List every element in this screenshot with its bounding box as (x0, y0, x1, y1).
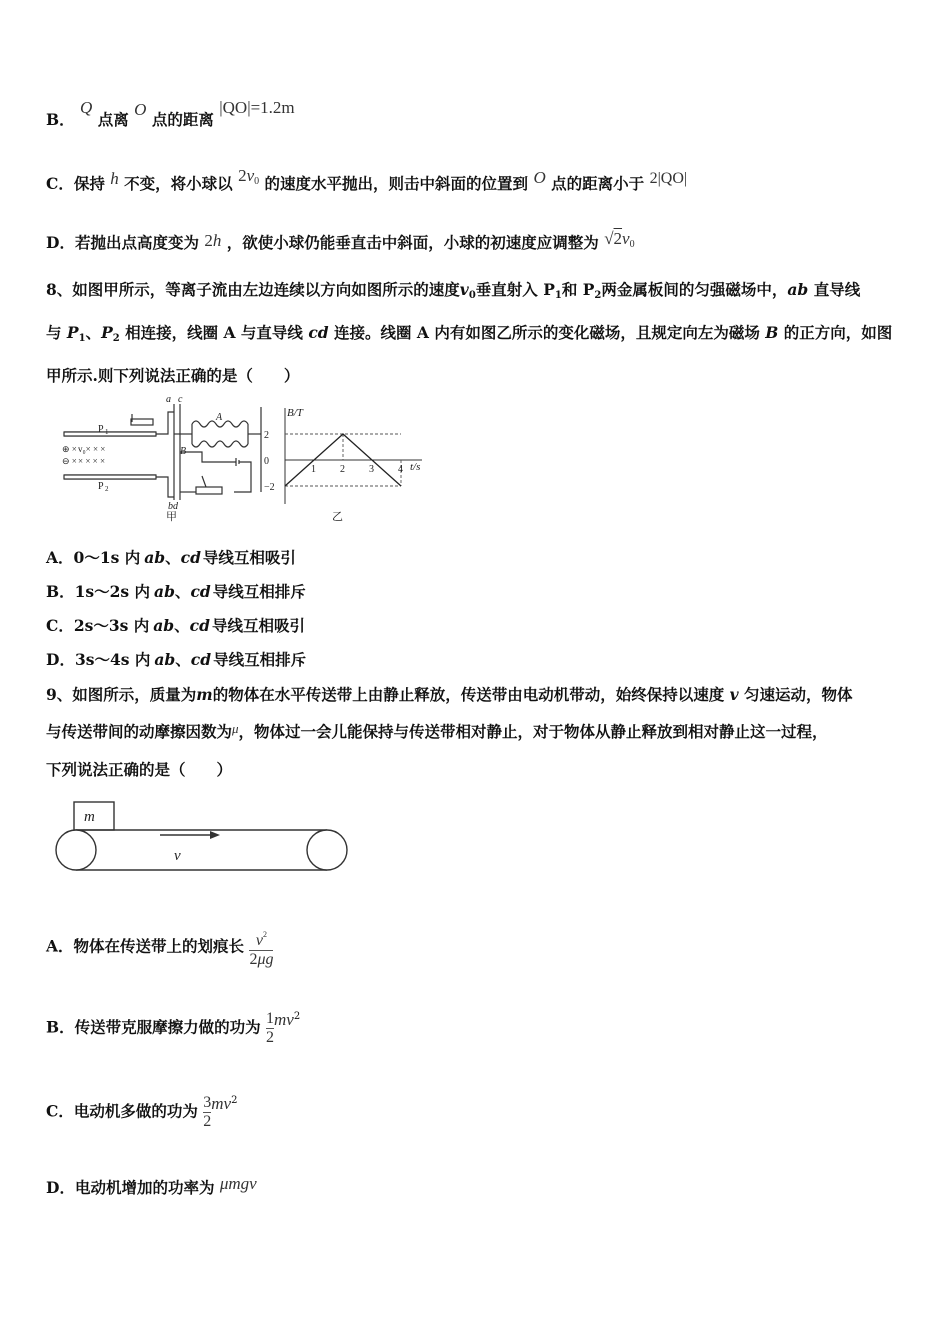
svg-text:P: P (98, 481, 104, 492)
svg-text:A: A (216, 412, 223, 423)
q9-option-d: D．电动机增加的功率为 μmgv (46, 1174, 257, 1197)
svg-text:bd: bd (168, 501, 178, 512)
svg-text:1: 1 (105, 428, 109, 436)
fig-jia-label: 甲 (166, 510, 177, 522)
left-roller (56, 830, 96, 870)
q9-option-a: A．物体在传送带上的划痕长 $\frac{v^2}{2\mu g}$ (46, 930, 274, 968)
y-tick-label: 2 (264, 430, 269, 441)
q7-c-math: 2|QO| (649, 170, 688, 187)
fig-yi-label: 乙 (332, 510, 343, 523)
svg-text:v: v (174, 848, 181, 864)
y-axis-label: B/T (287, 407, 303, 419)
x-tick-label: 2 (340, 464, 345, 475)
arrow-right-icon (210, 831, 220, 839)
q8-option-a: A．0～1s 内 ab、cd 导线互相吸引 (46, 548, 296, 567)
svg-text:⊕ ×: ⊕ × (62, 444, 77, 454)
q8-stem: 8、如图甲所示，等离子流由左边连续以方向如图所示的速度$v_0$垂直射入 $P_1$和 $P_2$两金属板间的匀强磁场中，ab 直导线 与 $P_1$、$P_2$ 相连接，线圈 A 与直导线 cd 连接。线圈 A 内有如图乙所示的变化磁场，且规定向左为磁场 B 的正方向，如图 甲所示.则下列说法正确的是（ ） (46, 280, 893, 385)
x-tick-label: 3 (369, 464, 374, 475)
q7-option-b: B． Q 点离 O 点的距离 |QO|=1.2m (46, 98, 295, 129)
x-axis-label: t/s (410, 461, 421, 473)
svg-text:P: P (98, 424, 104, 435)
q8-option-d: D．3s～4s 内 ab、cd 导线互相排斥 (46, 650, 307, 669)
svg-text:⊖ ×: ⊖ × (62, 456, 77, 466)
q9-stem: 9、如图所示，质量为m的物体在水平传送带上由静止释放，传送带由电动机带动，始终保持以速度 v 匀速运动，物体 与传送带间的动摩擦因数为$^\mu$，物体过一会儿能保持与传送带相对静止，对于物体从静止释放到相对静止这一过程， 下列说法正确的是（ ） (46, 685, 853, 779)
svg-text:× × × ×: × × × × (78, 456, 106, 466)
svg-text:c: c (178, 394, 183, 405)
y-tick-label: 0 (264, 456, 269, 467)
y-tick-label: −2 (264, 482, 275, 493)
q7-option-c: C．保持 h 不变，将小球以 $2v_0$ 的速度水平抛出，则击中斜面的位置到 O 点的距离小于 2|QO| (46, 166, 688, 193)
svg-text:2: 2 (105, 485, 109, 493)
x-tick-label: 1 (311, 464, 316, 475)
svg-text:m: m (84, 809, 95, 825)
right-roller (307, 830, 347, 870)
q7-b-math: |QO|=1.2m (219, 98, 295, 117)
q8-option-c: C．2s～3s 内 ab、cd 导线互相吸引 (46, 616, 305, 635)
q8-figure-jia (56, 392, 266, 522)
x-tick-label: 4 (398, 464, 403, 475)
q9-option-c: C．电动机多做的功为 $\frac{3}{2}$ $mv^2$ (46, 1093, 238, 1130)
svg-text:B: B (180, 446, 187, 457)
q7-option-d: D．若抛出点高度变为 2h ，欲使小球仍能垂直击中斜面，小球的初速度应调整为 $√2v_0$ (46, 229, 635, 252)
svg-text:v₀× × ×: v₀× × × (78, 444, 106, 454)
q9-conveyor-figure (52, 800, 352, 880)
svg-text:a: a (166, 394, 171, 405)
q9-option-b: B．传送带克服摩擦力做的功为 $\frac{1}{2}$ $mv^2$ (46, 1009, 301, 1046)
q8-option-b: B．1s～2s 内 ab、cd 导线互相排斥 (46, 582, 306, 601)
q8-figure-yi-chart (262, 404, 437, 524)
